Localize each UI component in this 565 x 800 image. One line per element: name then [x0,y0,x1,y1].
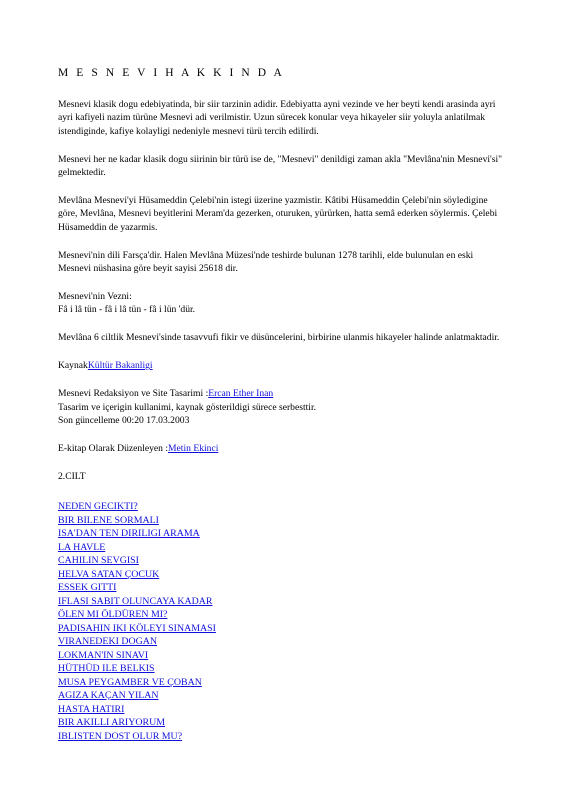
paragraph-language [58,249,508,276]
paragraph-intro [58,98,508,138]
paragraph-text: Mesnevi klasik dogu edebiyatinda, bir siir tarzinin adidir. Edebiyatta ayni vezinde ve her beyti kendi arasinda ayri ayri kafiyeli nazim türüne Mesnevi adi verilmistir. Uzun sürecek konular veya hikayeler siir yoluyla anlatilmak istendiginde, kafiye kolayligi nedeniyle mesnevi türü tercih edilirdi. [58,99,496,137]
paragraph-meaning [58,153,508,180]
paragraph-meter [58,290,508,317]
story-link[interactable]: BIR AKILLI ARIYORUM [58,717,165,729]
design-credit [58,387,508,400]
story-link[interactable]: HÜTHÜD ILE BELKIS [58,663,155,675]
paragraph-text: Mesnevi'nin dili Farsça'dir. Halen Mevlâna Müzesi'nde teshirde bulunan 1278 tarihli, elde bulunulan en eski Mesnevi nüshasina göre beyit sayisi 25618 dir. [58,249,474,275]
meter-text: Fâ i lâ tün - fâ i lâ tün - fâ i lün 'dür. [58,304,196,316]
story-link[interactable]: HELVA SATAN ÇOCUK [58,568,160,580]
paragraph-content [58,331,508,344]
story-link[interactable]: HASTA HATIRI [58,703,125,715]
source-label: Kaynak [58,360,88,372]
ebook-editor-link[interactable]: Metin Ekinci [168,442,219,454]
story-list [58,500,508,743]
paragraph-text: Mevlâna 6 ciltlik Mesnevi'sinde tasavvufi fikir ve düsüncelerini, birbirine ulanmis hikayeler halinde anlatmaktadir. [58,332,500,344]
paragraph-history [58,194,508,234]
credits-block [58,387,508,427]
document-page [58,66,508,743]
story-link[interactable]: ÖLEN MI ÖLDÜREN MI? [58,609,168,621]
last-updated: Son güncelleme 00:20 17.03.2003 [58,415,190,426]
story-link[interactable]: VIRANEDEKI DOGAN [58,636,158,648]
meter-heading: Mesnevi'nin Vezni: [58,291,132,303]
story-link[interactable]: PADISAHIN IKI KÖLEYI SINAMASI [58,622,216,634]
paragraph-text: Mesnevi her ne kadar klasik dogu siirinin bir türü ise de, "Mesnevi" denildigi zaman akla "Mevlâna'nin Mesnevi'si" gelmektedir. [58,153,503,179]
story-link[interactable]: ESSEK GITTI [58,582,117,594]
paragraph-text: Mevlâna Mesnevi'yi Hüsameddin Çelebi'nin istegi üzerine yazmistir. Kâtibi Hüsameddin Çelebi'nin söyledigine göre, Mevlâna, Mesnevi beyitlerini Meram'da gezerken, oturuken, yürürken, hatta semâ ederken söylermis. Çelebi Hüsameddin de yazarmis. [58,195,498,233]
story-link[interactable]: AGIZA KAÇAN YILAN [58,690,159,702]
designer-link[interactable]: Ercan Ether Inan [208,388,274,400]
story-link[interactable]: NEDEN GECIKTI? [58,501,138,513]
story-link[interactable]: LOKMAN'IN SINAVI [58,649,149,661]
design-label: Mesnevi Redaksiyon ve Site Tasarimi : [58,388,209,400]
page-title: M E S N E V I H A K K I N D A [58,67,285,79]
usage-note: Tasarim ve içerigin kullanimi, kaynak gösterildigi sürece serbesttir. [58,401,317,413]
story-link[interactable]: IFLASI SABIT OLUNCAYA KADAR [58,595,213,607]
source-link[interactable]: Kültür Bakanligi [87,360,153,372]
story-link[interactable]: CAHILIN SEVGISI [58,555,139,567]
story-link[interactable]: LA HAVLE [58,541,106,553]
source-line [58,359,508,372]
story-link[interactable]: MUSA PEYGAMBER VE ÇOBAN [58,676,202,688]
story-link[interactable]: IBLISTEN DOST OLUR MU? [58,730,183,742]
ebook-credit [58,442,508,455]
story-link[interactable]: BIR BILENE SORMALI [58,514,159,526]
volume-heading: 2.CILT [58,470,86,482]
story-link[interactable]: ISA'DAN TEN DIRILIGI ARAMA [58,528,200,540]
ebook-label: E-kitap Olarak Düzenleyen : [58,442,169,454]
